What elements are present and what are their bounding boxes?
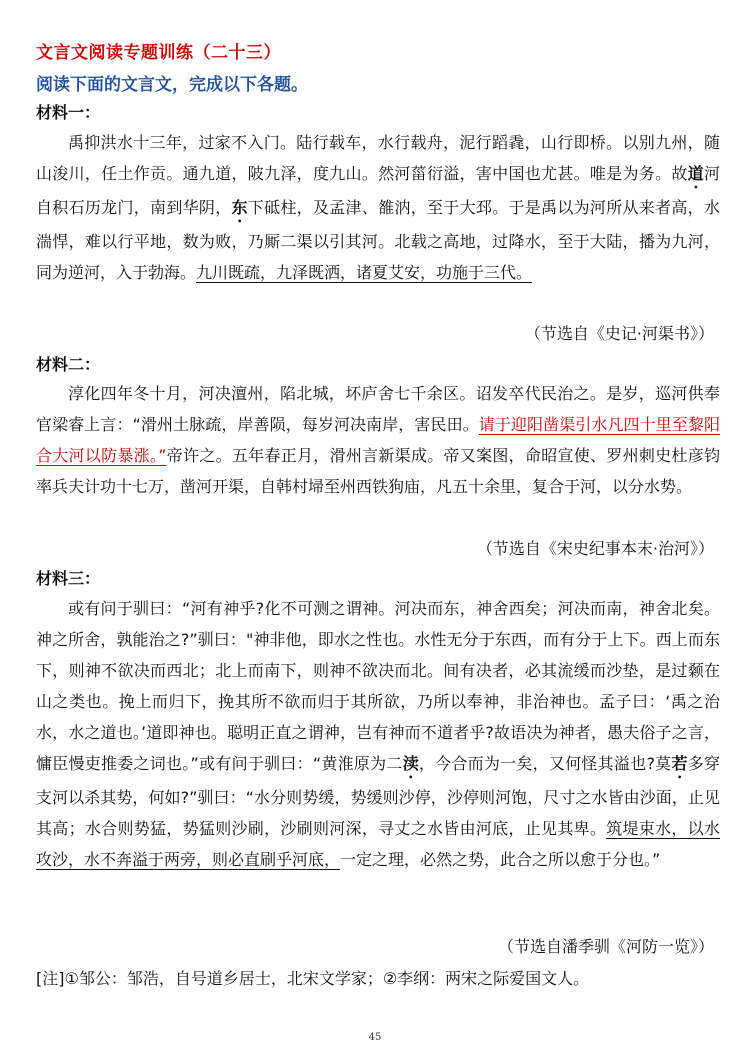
- material1-emphasis-dao: 道: [687, 164, 704, 183]
- material1-emphasis-dong: 东: [231, 198, 248, 217]
- page-title: 文言文阅读专题训练（二十三）: [36, 43, 281, 63]
- material3-label: 材料三：: [36, 569, 101, 588]
- material2-text-1: 淳化四年冬十月，河决澶州，陷北城，坏庐舍七千余区。诏发卒代民治之。是岁，巡河供奉官梁睿上言：“滑州土脉疏，岸善陨，每岁河决南岸，害民田。: [36, 384, 720, 434]
- material1-label: 材料一：: [36, 103, 101, 122]
- material3-text-4: 一定之理，必然之势，此合之所以愈于分也。”: [340, 850, 661, 869]
- page-number: 45: [368, 1032, 382, 1043]
- material1-passage: [36, 127, 720, 288]
- material3-text-3: 多穿支河以杀其势，何如?”驯曰：“水分则势缓，势缓则沙停，沙停则河饱，尺寸之水皆由沙面，止见其高；水合则势猛，势猛则沙刷，沙刷则河深，寻丈之水皆由河底，止见其卑。: [36, 754, 720, 838]
- material1-text-3: 下砥柱，及孟津、雒汭，至于大邳。于是禹以为河所从来者高，水湍悍，难以行平地，数为败，乃厮二渠以引其河。北载之高地，过降水，至于大陆，播为九河，同为逆河，入于勃海。: [36, 198, 720, 282]
- material3-emphasis-du: 渎: [402, 754, 419, 773]
- material1-text-1: 禹抑洪水十三年，过家不入门。陆行载车，水行载舟，泥行蹈毳，山行即桥。以别九州，随山浚川，任土作贡。通九道，陂九泽，度九山。然河菑衍溢，害中国也尤甚。唯是为务。故: [36, 133, 720, 183]
- instruction-text: 阅读下面的文言文，完成以下各题。: [36, 75, 308, 95]
- footnote: [注]①邹公：邹浩，自号道乡居士，北宋文学家；②李纲：两宋之际爱国文人。: [36, 969, 590, 988]
- material3-underlined-sentence: 筑堤束水，以水攻沙，水不奔溢于两旁，则必直刷乎河底，: [36, 819, 720, 869]
- material2-text-2: 帝许之。五年春正月，滑州言新渠成。帝又案图，命昭宣使、罗州刺史杜彦钧率兵夫计功十七万，凿河开渠，自韩村埽至州西铁狗庙，凡五十余里，复合于河，以分水势。: [36, 446, 720, 496]
- material2-highlighted-sentence: 请于迎阳凿渠引水凡四十里至黎阳合大河以防暴涨。”: [36, 415, 720, 465]
- material3-emphasis-ruo: 若: [671, 754, 688, 773]
- material1-text-2: 河自积石历龙门，南到华阴，: [36, 164, 720, 217]
- material2-label: 材料二：: [36, 355, 101, 374]
- material3-text-1: 或有问于驯曰：“河有神乎?化不可测之谓神。河决而东，神舍西矣；河决而南，神舍北矣。神之所舍，孰能治之?”驯曰："神非他，即水之性也。水性无分于东西，而有分于上下。西上而东下，则神不欲决而西北；北上而南下，则神不欲决而北。间有决者，必其流缓而沙垫，是过颡在山之类也。挽上而归下，挽其所不欲而归于其所欲，乃所以奉神，非治神也。孟子曰：‘禹之治水，水之道也。’道即神也。聪明正直之谓神，岂有神而不道者乎?故语决为神者，愚夫俗子之言，慵臣慢吏推委之词也。”或有问于驯曰：“黄淮原为二: [36, 599, 720, 773]
- material2-passage: [36, 378, 720, 502]
- material3-passage: [36, 593, 720, 875]
- material1-source: （节选自《史记·河渠书》）: [524, 324, 714, 343]
- material2-source: （节选自《宋史纪事本末·治河》）: [476, 539, 714, 558]
- material1-underlined-sentence: 九川既疏，九泽既洒，诸夏艾安，功施于三代。: [196, 263, 533, 282]
- material3-text-2: ，今合而为一矣，又何怪其溢也?莫: [418, 754, 672, 773]
- material3-source: （节选自潘季驯《河防一览》）: [497, 937, 714, 956]
